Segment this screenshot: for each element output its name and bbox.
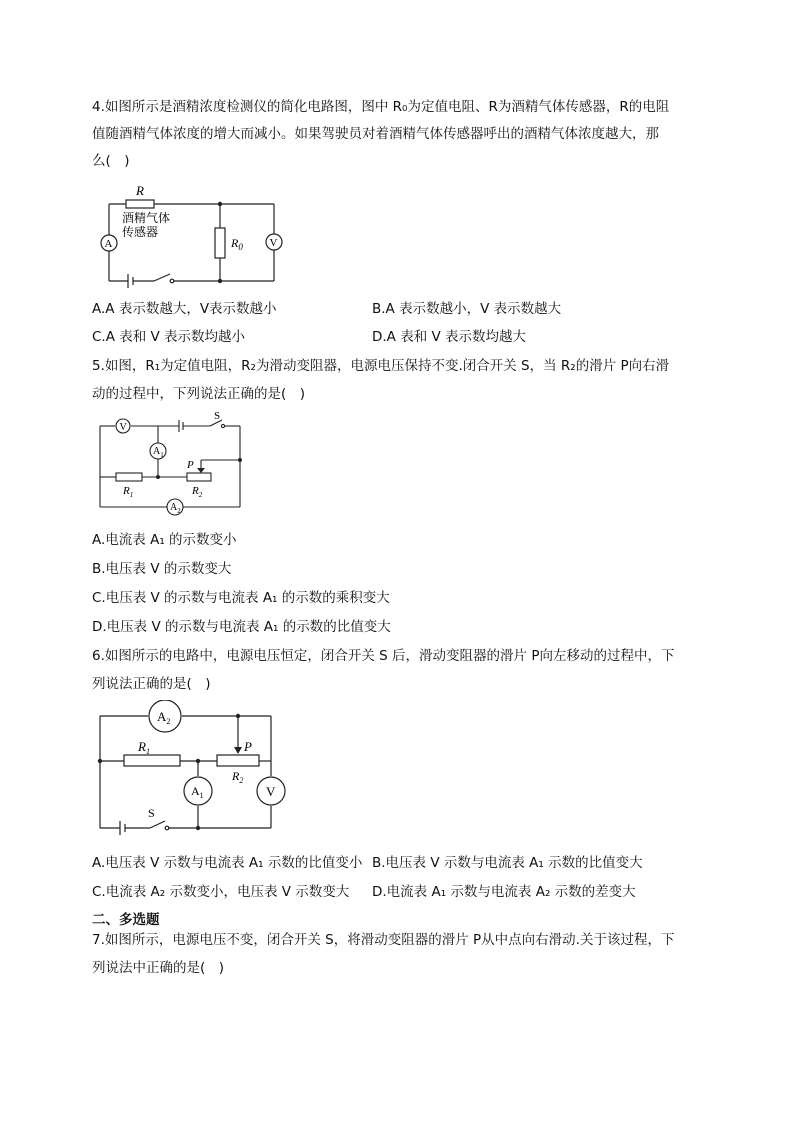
q4-ammeter-label: A (104, 238, 113, 250)
q6-option-c: C.电流表 A₂ 示数变小，电压表 V 示数变大 (92, 884, 350, 900)
q5-option-c: C.电压表 V 的示数与电流表 A₁ 的示数的乘积变大 (92, 590, 390, 606)
q5-stem-line-2: 动的过程中，下列说法正确的是( ) (92, 386, 306, 402)
q4-stem-line-3: 么( ) (92, 153, 130, 169)
q6-resistor-r2-label: $R_2$ (232, 769, 244, 785)
q5-stem-line-1: 5.如图，R₁为定值电阻，R₂为滑动变阻器，电源电压保持不变.闭合开关 S，当 R₂的滑片 P向右滑 (92, 358, 670, 374)
q5-option-d: D.电压表 V 的示数与电流表 A₁ 的示数的比值变大 (92, 619, 391, 635)
q4-option-d: D.A 表和 V 表示数均越大 (372, 329, 527, 345)
q4-label-R: R (136, 183, 144, 198)
q7-stem-line-1: 7.如图所示，电源电压不变，闭合开关 S，将滑动变阻器的滑片 P从中点向右滑动.关于该过程，下 (92, 932, 675, 948)
q6-ammeter-1-label: $A_1$ (191, 784, 204, 800)
q6-stem-line-1: 6.如图所示的电路中，电源电压恒定，闭合开关 S 后，滑动变阻器的滑片 P向左移动的过程中，下 (92, 648, 675, 664)
q7-stem-line-2: 列说法中正确的是( ) (92, 960, 225, 976)
q6-option-a: A.电压表 V 示数与电流表 A₁ 示数的比值变小 (92, 855, 363, 871)
q4-stem-line-1: 4.如图所示是酒精浓度检测仪的简化电路图，图中 R₀为定值电阻、R为酒精气体传感器，R的电阻 (92, 99, 670, 115)
q5-resistor-r2-label: $R_2$ (192, 485, 203, 499)
section-heading-multiple-choice: 二、多选题 (92, 912, 160, 928)
q5-voltmeter-label: V (119, 422, 127, 433)
q5-option-a: A.电流表 A₁ 的示数变小 (92, 532, 237, 548)
q6-ammeter-2-label: $A_2$ (157, 709, 171, 726)
q4-label-sensor-line-2: 传感器 (122, 225, 159, 239)
q6-option-d: D.电流表 A₁ 示数与电流表 A₂ 示数的差变大 (372, 884, 636, 900)
q4-stem-line-2: 值随酒精气体浓度的增大而减小。如果驾驶员对着酒精气体传感器呼出的酒精气体浓度越大，那 (92, 126, 659, 142)
q5-ammeter-2-label: $A_2$ (170, 502, 181, 515)
q6-circuit-diagram (92, 700, 302, 840)
q6-voltmeter-label: V (266, 784, 276, 799)
q4-option-b: B.A 表示数越小，V 表示数越大 (372, 301, 562, 317)
q6-stem-line-2: 列说法正确的是( ) (92, 676, 211, 692)
q6-switch-label: S (148, 806, 155, 820)
q6-resistor-r1-label: $R_1$ (138, 739, 150, 756)
q5-switch-label: S (214, 410, 221, 422)
q4-option-c: C.A 表和 V 表示数均越小 (92, 329, 246, 345)
q6-slider-p-label: P (244, 739, 252, 754)
q4-circuit-diagram (92, 176, 292, 294)
q4-label-sensor-line-1: 酒精气体 (122, 211, 171, 225)
q5-slider-p-label: P (187, 459, 194, 471)
q4-label-R0: $R_0$ (231, 236, 243, 252)
q5-ammeter-1-label: $A_1$ (153, 446, 164, 459)
q4-voltmeter-label: V (269, 237, 278, 249)
q6-option-b: B.电压表 V 示数与电流表 A₁ 示数的比值变大 (372, 855, 643, 871)
q5-circuit-diagram (92, 410, 252, 520)
q5-resistor-r1-label: $R_1$ (123, 485, 134, 499)
q5-option-b: B.电压表 V 的示数变大 (92, 561, 232, 577)
q4-option-a: A.A 表示数越大，V表示数越小 (92, 301, 277, 317)
